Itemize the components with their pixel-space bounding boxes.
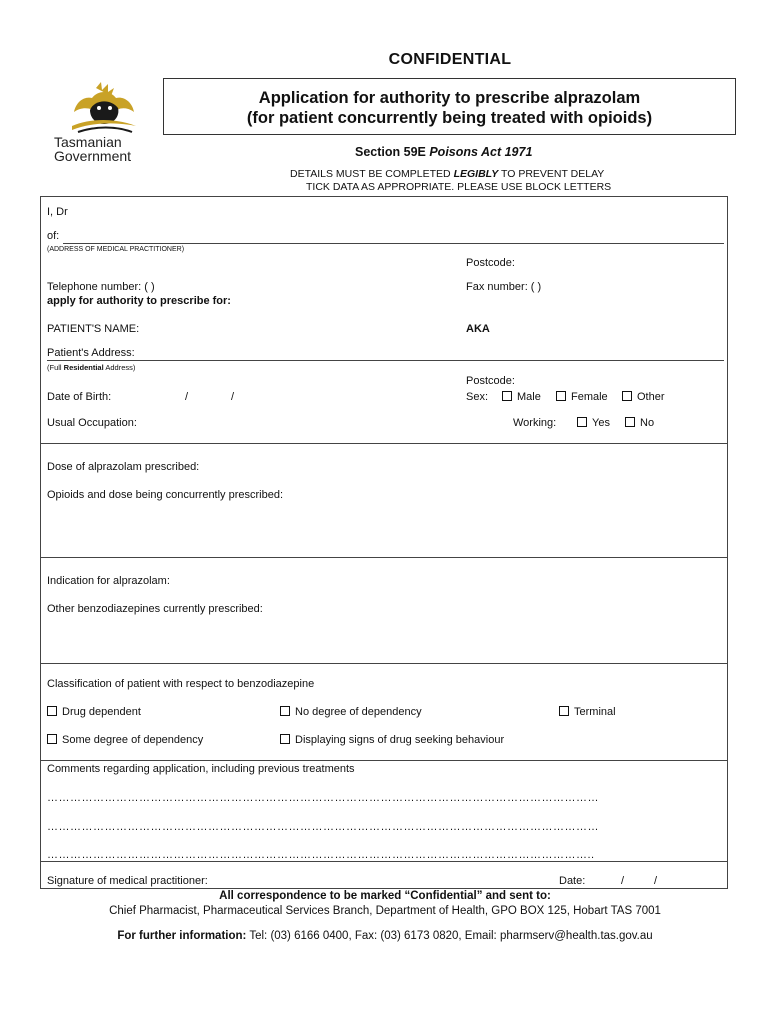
sex-other-option[interactable]: Other [622,391,665,403]
working-label: Working: [513,417,557,429]
working-no-option[interactable]: No [625,417,654,429]
other-benzo-label: Other benzodiazepines currently prescribed: [47,603,263,615]
form-title-box [163,78,736,135]
dob-separator: / [185,391,189,403]
sex-male-option[interactable]: Male [502,391,541,403]
divider [41,557,727,558]
checkbox-icon[interactable] [577,417,587,427]
date-separator: / [654,875,658,887]
telephone-label: Telephone number: ( ) [47,281,155,293]
classification-label: Classification of patient with respect to benzodiazepine [47,678,315,690]
divider [41,663,727,664]
comments-line-1[interactable]: ……………………………………………………………………………………………………………………………… [47,792,599,804]
drug-dependent-option[interactable]: Drug dependent [47,706,141,718]
sex-label: Sex: [466,391,489,403]
checkbox-icon[interactable] [47,706,57,716]
residential-note: (Full Residential Address) [47,363,136,372]
checkbox-icon[interactable] [559,706,569,716]
dose-label: Dose of alprazolam prescribed: [47,461,200,473]
logo-text-line1: Tasmanian [54,134,122,150]
logo-text-line2: Government [54,148,132,164]
opioids-label: Opioids and dose being concurrently prescribed: [47,489,284,501]
form-title-line1: Application for authority to prescribe alprazolam [258,89,641,107]
date-separator: / [621,875,625,887]
comments-label: Comments regarding application, including previous treatments [47,763,355,775]
no-dependency-option[interactable]: No degree of dependency [280,706,422,718]
footer-address: Chief Pharmacist, Pharmaceutical Services Branch, Department of Health, GPO BOX 125, Hobart TAS 7001 [109,905,661,917]
footer-contact: For further information: Tel: (03) 6166 0400, Fax: (03) 6173 0820, Email: pharmserv@health.tas.gov.au [117,930,653,942]
indication-label: Indication for alprazolam: [47,575,170,587]
of-label: of: [47,230,60,242]
occupation-label: Usual Occupation: [47,417,137,429]
drug-seeking-option[interactable]: Displaying signs of drug seeking behaviour [280,734,504,746]
instructions-line2: TICK DATA AS APPROPRIATE. PLEASE USE BLOCK LETTERS [306,181,612,193]
signature-label: Signature of medical practitioner: [47,875,208,887]
checkbox-icon[interactable] [625,417,635,427]
confidential-heading: CONFIDENTIAL [388,51,512,68]
tasmanian-government-logo [44,82,154,164]
date-label: Date: [559,875,586,887]
instructions-line1: DETAILS MUST BE COMPLETED LEGIBLY TO PREVENT DELAY [290,168,605,180]
postcode-label: Postcode: [466,257,515,269]
divider [41,443,727,444]
divider [41,861,727,862]
comments-line-2[interactable]: ……………………………………………………………………………………………………………………………… [47,821,599,833]
dob-separator: / [231,391,235,403]
address-note: (ADDRESS OF MEDICAL PRACTITIONER) [47,246,185,253]
checkbox-icon[interactable] [47,734,57,744]
patient-address-label: Patient's Address: [47,347,135,359]
checkbox-icon[interactable] [502,391,512,401]
fax-label: Fax number: ( ) [466,281,542,293]
terminal-option[interactable]: Terminal [559,706,616,718]
aka-label: AKA [466,323,490,335]
i-dr-label: I, Dr [47,206,68,218]
application-form [40,196,728,889]
working-yes-option[interactable]: Yes [577,417,610,429]
sex-female-option[interactable]: Female [556,391,608,403]
address-line[interactable] [63,243,724,244]
patient-address-line[interactable] [47,360,724,361]
checkbox-icon[interactable] [556,391,566,401]
checkbox-icon[interactable] [280,706,290,716]
dob-label: Date of Birth: [47,391,112,403]
apply-label: apply for authority to prescribe for: [47,295,231,307]
form-title-line2: (for patient concurrently being treated with opioids) [246,109,653,127]
instructions [290,168,611,194]
checkbox-icon[interactable] [280,734,290,744]
divider [41,760,727,761]
checkbox-icon[interactable] [622,391,632,401]
some-dependency-option[interactable]: Some degree of dependency [47,734,203,746]
patient-name-label: PATIENT'S NAME: [47,323,140,335]
postcode2-label: Postcode: [466,375,515,387]
section-reference: Section 59E Poisons Act 1971 [355,145,533,159]
comments-line-3[interactable]: …………………………………………………………………………………………………………………………….. [47,849,595,861]
footer-correspondence: All correspondence to be marked “Confidential” and sent to: [219,890,551,902]
tasmanian-devil-emblem-icon [66,82,146,134]
